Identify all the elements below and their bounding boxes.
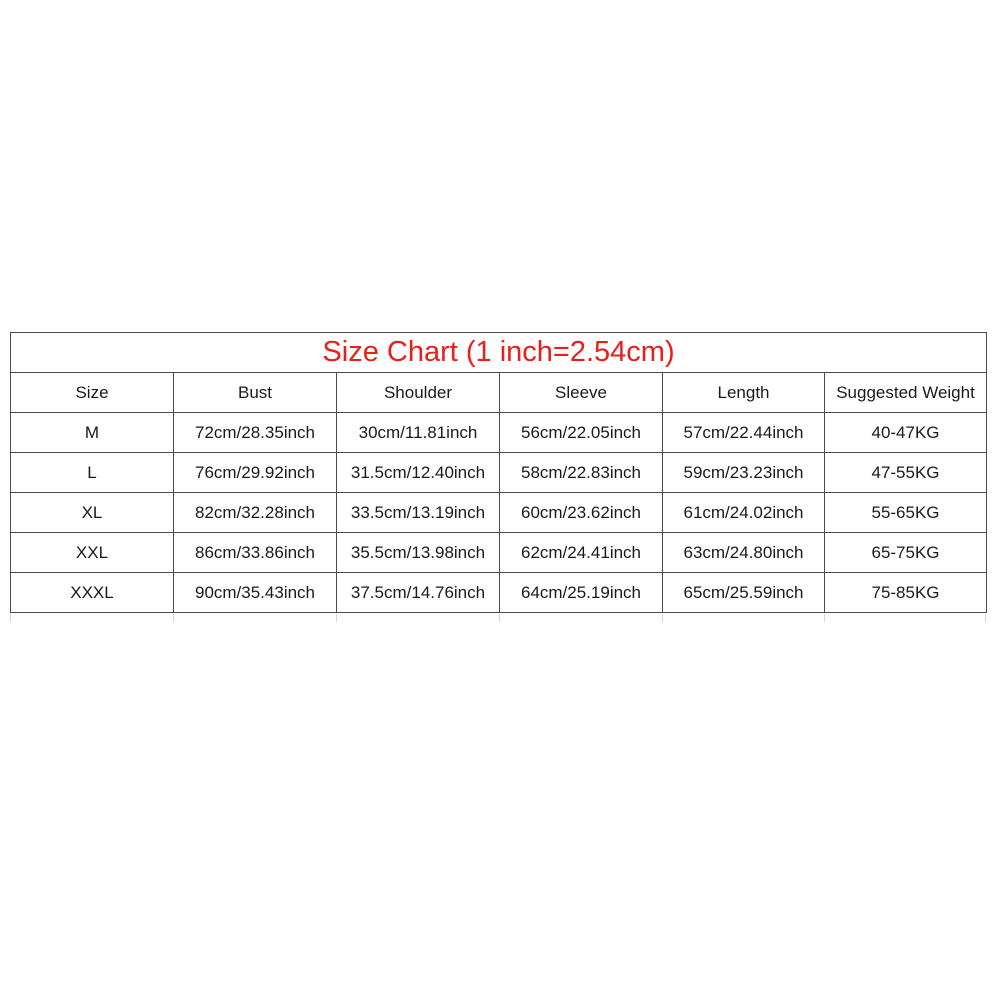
size-cell: M bbox=[11, 413, 174, 453]
sleeve-cell: 62cm/24.41inch bbox=[500, 533, 663, 573]
shoulder-cell: 31.5cm/12.40inch bbox=[337, 453, 500, 493]
size-chart-table bbox=[10, 332, 987, 613]
weight-cell: 55-65KG bbox=[825, 493, 987, 533]
length-cell: 65cm/25.59inch bbox=[663, 573, 825, 613]
shoulder-cell: 30cm/11.81inch bbox=[337, 413, 500, 453]
sleeve-cell: 56cm/22.05inch bbox=[500, 413, 663, 453]
column-header-suggested-weight: Suggested Weight bbox=[825, 373, 987, 413]
bust-cell: 82cm/32.28inch bbox=[174, 493, 337, 533]
length-cell: 59cm/23.23inch bbox=[663, 453, 825, 493]
column-header-length: Length bbox=[663, 373, 825, 413]
table-row bbox=[11, 413, 987, 453]
column-header-bust: Bust bbox=[174, 373, 337, 413]
size-cell: XXXL bbox=[11, 573, 174, 613]
weight-cell: 47-55KG bbox=[825, 453, 987, 493]
size-cell: XL bbox=[11, 493, 174, 533]
column-header-shoulder: Shoulder bbox=[337, 373, 500, 413]
length-cell: 61cm/24.02inch bbox=[663, 493, 825, 533]
column-header-size: Size bbox=[11, 373, 174, 413]
table-row bbox=[11, 453, 987, 493]
bust-cell: 72cm/28.35inch bbox=[174, 413, 337, 453]
table-row bbox=[11, 533, 987, 573]
gridline-stubs bbox=[10, 614, 986, 622]
shoulder-cell: 33.5cm/13.19inch bbox=[337, 493, 500, 533]
bust-cell: 86cm/33.86inch bbox=[174, 533, 337, 573]
weight-cell: 65-75KG bbox=[825, 533, 987, 573]
shoulder-cell: 37.5cm/14.76inch bbox=[337, 573, 500, 613]
length-cell: 63cm/24.80inch bbox=[663, 533, 825, 573]
sleeve-cell: 64cm/25.19inch bbox=[500, 573, 663, 613]
length-cell: 57cm/22.44inch bbox=[663, 413, 825, 453]
size-cell: XXL bbox=[11, 533, 174, 573]
weight-cell: 75-85KG bbox=[825, 573, 987, 613]
header-row bbox=[11, 373, 987, 413]
bust-cell: 90cm/35.43inch bbox=[174, 573, 337, 613]
column-header-sleeve: Sleeve bbox=[500, 373, 663, 413]
sleeve-cell: 58cm/22.83inch bbox=[500, 453, 663, 493]
size-cell: L bbox=[11, 453, 174, 493]
table-row bbox=[11, 493, 987, 533]
table-row bbox=[11, 573, 987, 613]
shoulder-cell: 35.5cm/13.98inch bbox=[337, 533, 500, 573]
bust-cell: 76cm/29.92inch bbox=[174, 453, 337, 493]
weight-cell: 40-47KG bbox=[825, 413, 987, 453]
chart-title: Size Chart (1 inch=2.54cm) bbox=[11, 333, 987, 373]
title-row bbox=[11, 333, 987, 373]
sleeve-cell: 60cm/23.62inch bbox=[500, 493, 663, 533]
